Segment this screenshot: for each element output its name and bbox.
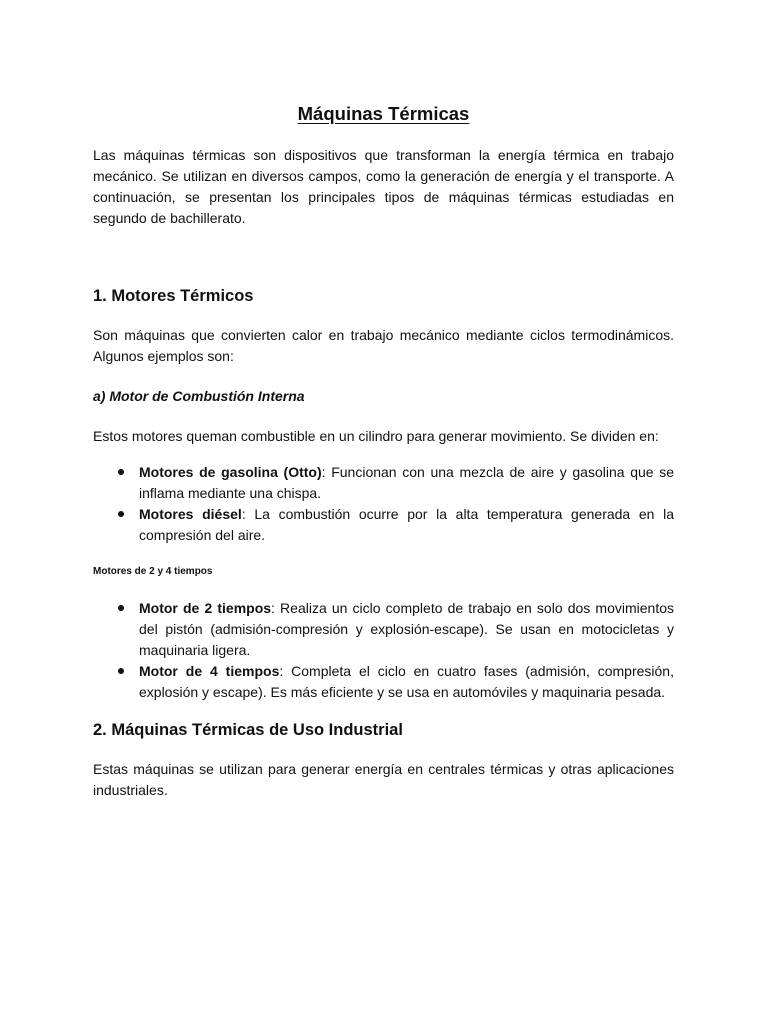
list-item [139,504,674,546]
engine-types-list [93,462,674,546]
list-item-term: Motores de gasolina (Otto) [139,464,322,480]
list-item-text: : Completa el ciclo en cuatro fases (admisión, compresión, explosión y escape). Es más eficiente y se usa en automóviles y maquinaria pesada. [139,663,674,700]
list-item-term: Motor de 2 tiempos [139,600,272,616]
list-item-text: : Funcionan con una mezcla de aire y gasolina que se inflama mediante una chispa. [139,464,675,501]
section-2-paragraph: Estas máquinas se utilizan para generar energía en centrales térmicas y otras aplicaciones industriales. [93,761,674,798]
section-2-heading: 2. Máquinas Térmicas de Uso Industrial [93,721,403,739]
list-item-term: Motores diésel [139,506,242,522]
list-item [139,462,674,504]
subsection-a-paragraph: Estos motores queman combustible en un cilindro para generar movimiento. Se dividen en: [93,428,659,444]
intro-paragraph: Las máquinas térmicas son dispositivos que transforman la energía térmica en trabajo mecánico. Se utilizan en diversos campos, como la generación de energía y el transporte. A continuación, se presentan los principales tipos de máquinas térmicas estudiadas en segundo de bachillerato. [93,147,674,226]
strokes-list [93,598,674,703]
list-item [139,661,674,703]
list-item-text: : Realiza un ciclo completo de trabajo en solo dos movimientos del pistón (admisión-compresión y explosión-escape). Se usan en motocicletas y maquinaria ligera. [139,600,674,658]
subsection-a-heading: a) Motor de Combustión Interna [93,388,305,404]
list-item [139,598,674,661]
list-item-text: : La combustión ocurre por la alta temperatura generada en la compresión del aire. [139,506,675,543]
section-1-paragraph: Son máquinas que convierten calor en trabajo mecánico mediante ciclos termodinámicos. Algunos ejemplos son: [93,327,674,364]
document-title: Máquinas Térmicas [297,103,470,124]
list-item-term: Motor de 4 tiempos [139,663,280,679]
strokes-caption: Motores de 2 y 4 tiempos [93,566,213,577]
section-1-heading: 1. Motores Térmicos [93,287,254,305]
